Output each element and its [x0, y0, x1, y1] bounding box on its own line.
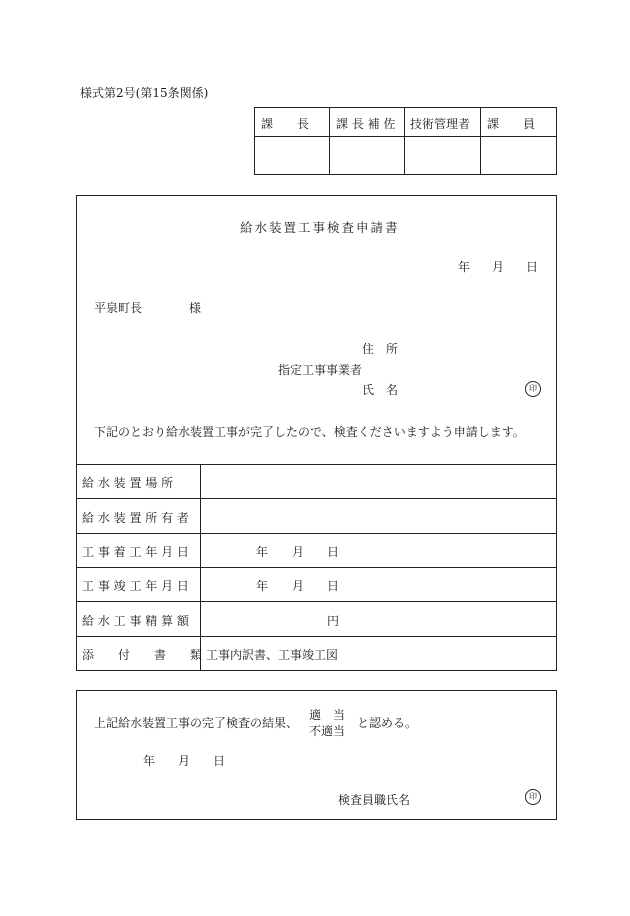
addressee: 平泉町長: [94, 301, 143, 315]
row-value-owner[interactable]: [206, 509, 546, 527]
row-label-location: 給 水 装 置 場 所: [82, 476, 174, 490]
approval-stamp-cell[interactable]: [330, 137, 403, 174]
settlement-amount-unit: 円: [327, 614, 340, 628]
row-value-location[interactable]: [206, 474, 546, 492]
approval-header-section-chief: 課 長: [261, 117, 310, 131]
approval-stamp-cell[interactable]: [405, 137, 479, 174]
start-date-day: 日: [327, 545, 340, 559]
form-label: 様式第2号(第15条関係): [80, 86, 209, 100]
row-label-settlement-amount: 給 水 工 事 精 算 額: [82, 614, 189, 628]
approval-header-tech-manager: 技術管理者: [410, 117, 471, 131]
row-label-owner: 給 水 装 置 所 有 者: [82, 511, 189, 525]
date-year: 年: [458, 260, 471, 274]
inspection-text-before: 上記給水装置工事の完了検査の結果、: [94, 716, 299, 730]
inspection-date-year: 年: [143, 754, 156, 768]
inspector-seal-mark-icon: 印: [525, 789, 541, 805]
start-date-year: 年: [256, 545, 269, 559]
name-label: 氏 名: [362, 383, 399, 397]
date-day: 日: [526, 260, 539, 274]
request-text: 下記のとおり給水装置工事が完了したので、検査くださいますよう申請します。: [94, 425, 525, 439]
approval-stamp-cell[interactable]: [481, 137, 556, 174]
row-value-attachments: 工事内訳書、工事竣工図: [206, 648, 339, 662]
honorific: 様: [189, 301, 202, 315]
date-month: 月: [492, 260, 505, 274]
inspection-text-after: と認める。: [357, 716, 418, 730]
approval-header-deputy-chief: 課 長 補 佐: [336, 117, 396, 131]
completion-date-year: 年: [256, 579, 269, 593]
approval-header-staff: 課 員: [487, 117, 536, 131]
completion-date-month: 月: [292, 579, 305, 593]
completion-date-day: 日: [327, 579, 340, 593]
designated-contractor-label: 指定工事事業者: [278, 363, 363, 377]
inspector-label: 検査員職氏名: [338, 793, 411, 807]
seal-mark-icon: 印: [525, 381, 541, 397]
address-label: 住 所: [362, 342, 399, 356]
inspection-option-unsuitable[interactable]: 不適当: [309, 724, 346, 738]
form-title: 給水装置工事検査申請書: [240, 220, 400, 235]
inspection-option-suitable[interactable]: 適 当: [309, 708, 346, 722]
row-label-completion-date: 工 事 竣 工 年 月 日: [82, 579, 189, 593]
inspection-date-month: 月: [178, 754, 191, 768]
start-date-month: 月: [292, 545, 305, 559]
approval-stamp-cell[interactable]: [255, 137, 328, 174]
row-label-start-date: 工 事 着 工 年 月 日: [82, 545, 189, 559]
inspection-date-day: 日: [213, 754, 226, 768]
row-label-attachments: 添 付 書 類: [82, 648, 203, 662]
